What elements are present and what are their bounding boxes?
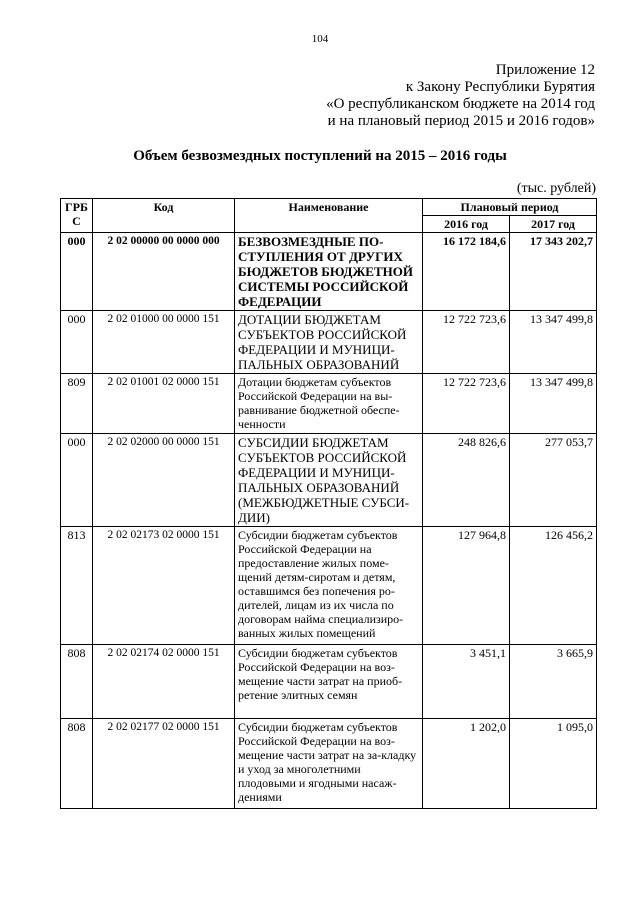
cell-grbs: 808	[61, 645, 93, 719]
cell-2017: 17 343 202,7	[510, 233, 597, 311]
cell-grbs: 813	[61, 527, 93, 645]
document-title: Объем безвозмездных поступлений на 2015 – 2016 годы	[133, 148, 507, 164]
table-row	[61, 527, 597, 645]
appendix-line-2: к Закону Республики Бурятия	[405, 79, 595, 95]
cell-2016: 12 722 723,6	[423, 374, 510, 434]
units-label: (тыс. рублей)	[516, 181, 596, 196]
cell-name: Субсидии бюджетам субъектов Российской Федерации на воз-мещение части затрат на за-кладку и уход за многолетними плодовыми и ягодными насаж-дениями	[235, 719, 423, 809]
cell-code: 2 02 01000 00 0000 151	[93, 311, 235, 374]
table-row	[61, 434, 597, 527]
cell-name: Субсидии бюджетам субъектов Российской Федерации на воз-мещение части затрат на приоб-ретение элитных семян	[235, 645, 423, 719]
header-name: Наименование	[235, 199, 423, 233]
cell-grbs: 000	[61, 311, 93, 374]
appendix-header	[175, 62, 595, 130]
cell-name: ДОТАЦИИ БЮДЖЕТАМ СУБЪЕКТОВ РОССИЙСКОЙ ФЕДЕРАЦИИ И МУНИЦИ-ПАЛЬНЫХ ОБРАЗОВАНИЙ	[235, 311, 423, 374]
cell-2017: 1 095,0	[510, 719, 597, 809]
cell-name: СУБСИДИИ БЮДЖЕТАМ СУБЪЕКТОВ РОССИЙСКОЙ ФЕДЕРАЦИИ И МУНИЦИ-ПАЛЬНЫХ ОБРАЗОВАНИЙ (МЕЖБЮДЖЕТНЫЕ СУБСИ-ДИИ)	[235, 434, 423, 527]
cell-grbs: 000	[61, 434, 93, 527]
cell-code: 2 02 00000 00 0000 000	[93, 233, 235, 311]
cell-2017: 13 347 499,8	[510, 374, 597, 434]
header-year-2017: 2017 год	[510, 216, 597, 233]
cell-code: 2 02 02177 02 0000 151	[93, 719, 235, 809]
cell-2016: 1 202,0	[423, 719, 510, 809]
table-row	[61, 374, 597, 434]
cell-2016: 16 172 184,6	[423, 233, 510, 311]
cell-2016: 12 722 723,6	[423, 311, 510, 374]
cell-code: 2 02 02174 02 0000 151	[93, 645, 235, 719]
cell-2017: 13 347 499,8	[510, 311, 597, 374]
page-number: 104	[311, 33, 329, 45]
cell-grbs: 809	[61, 374, 93, 434]
appendix-line-1: Приложение 12	[495, 62, 595, 78]
cell-2017: 3 665,9	[510, 645, 597, 719]
cell-name: Дотации бюджетам субъектов Российской Федерации на вы-равнивание бюджетной обеспе-ченности	[235, 374, 423, 434]
cell-name: Субсидии бюджетам субъектов Российской Федерации на предоставление жилых поме-щений детям-сиротам и детям, оставшимся без попечения ро-дителей, лицам из их числа по договорам найма специализиро-ванных жилых помещений	[235, 527, 423, 645]
cell-name: БЕЗВОЗМЕЗДНЫЕ ПО-СТУПЛЕНИЯ ОТ ДРУГИХ БЮДЖЕТОВ БЮДЖЕТНОЙ СИСТЕМЫ РОССИЙСКОЙ ФЕДЕРАЦИИ	[235, 233, 423, 311]
table-row	[61, 311, 597, 374]
cell-code: 2 02 01001 02 0000 151	[93, 374, 235, 434]
cell-grbs: 000	[61, 233, 93, 311]
cell-code: 2 02 02173 02 0000 151	[93, 527, 235, 645]
cell-2016: 127 964,8	[423, 527, 510, 645]
table-row	[61, 645, 597, 719]
header-year-2016: 2016 год	[423, 216, 510, 233]
header-grbs: ГРБС	[61, 199, 93, 233]
header-planned-period: Плановый период	[423, 199, 597, 216]
cell-code: 2 02 02000 00 0000 151	[93, 434, 235, 527]
cell-2017: 277 053,7	[510, 434, 597, 527]
header-code: Код	[93, 199, 235, 233]
cell-2017: 126 456,2	[510, 527, 597, 645]
cell-2016: 248 826,6	[423, 434, 510, 527]
table-row	[61, 719, 597, 809]
appendix-line-4: и на плановый период 2015 и 2016 годов»	[327, 113, 595, 129]
appendix-line-3: «О республиканском бюджете на 2014 год	[326, 96, 595, 112]
cell-grbs: 808	[61, 719, 93, 809]
table-row	[61, 233, 597, 311]
budget-table	[60, 198, 597, 809]
cell-2016: 3 451,1	[423, 645, 510, 719]
